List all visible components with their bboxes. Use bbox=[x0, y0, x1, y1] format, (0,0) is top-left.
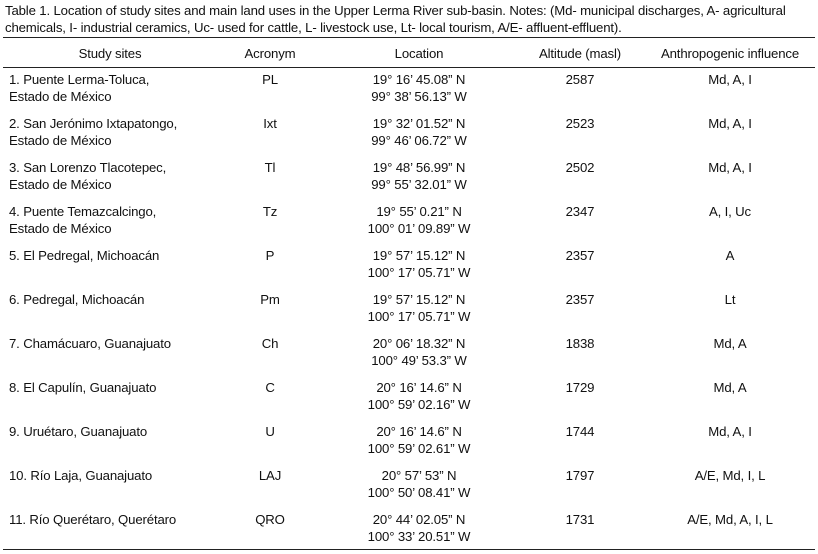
cell-altitude bbox=[515, 419, 645, 463]
cell-anthropogenic-influence-line: Md, A, I bbox=[708, 72, 752, 87]
cell-location bbox=[323, 331, 515, 375]
cell-location-line: 20° 16’ 14.6” N bbox=[376, 380, 462, 395]
cell-location-line: 100° 50’ 08.41” W bbox=[367, 485, 471, 500]
cell-altitude bbox=[515, 375, 645, 419]
cell-anthropogenic-influence-line: Md, A, I bbox=[708, 160, 752, 175]
cell-study-site-line: 4. Puente Temazcalcingo, bbox=[9, 204, 157, 219]
header-altitude: Altitude (masl) bbox=[538, 45, 622, 61]
cell-altitude bbox=[515, 199, 645, 243]
cell-altitude-line: 2523 bbox=[565, 116, 595, 131]
cell-acronym bbox=[217, 331, 323, 375]
cell-anthropogenic-influence-line: Md, A bbox=[713, 380, 747, 395]
cell-location bbox=[323, 111, 515, 155]
cell-acronym-line: Ch bbox=[261, 336, 279, 351]
cell-study-site-line: Estado de México bbox=[9, 221, 112, 236]
study-sites-table bbox=[3, 39, 815, 551]
cell-altitude bbox=[515, 463, 645, 507]
cell-acronym-line: PL bbox=[262, 72, 278, 87]
cell-study-site-line: 6. Pedregal, Michoacán bbox=[9, 292, 145, 307]
cell-study-site-line: 11. Río Querétaro, Querétaro bbox=[9, 512, 177, 527]
table-row bbox=[3, 507, 815, 551]
table-row bbox=[3, 463, 815, 507]
cell-location-line: 20° 16’ 14.6” N bbox=[376, 424, 462, 439]
cell-location-line: 100° 49’ 53.3” W bbox=[371, 353, 467, 368]
cell-study-site bbox=[3, 111, 217, 155]
cell-location bbox=[323, 243, 515, 287]
cell-altitude bbox=[515, 111, 645, 155]
header-acronym: Acronym bbox=[244, 45, 296, 61]
cell-study-site-line: 3. San Lorenzo Tlacotepec, bbox=[9, 160, 167, 175]
cell-acronym bbox=[217, 199, 323, 243]
top-rule bbox=[3, 37, 815, 38]
cell-location-line: 100° 33’ 20.51” W bbox=[367, 529, 471, 544]
cell-anthropogenic-influence bbox=[645, 331, 815, 375]
cell-altitude-line: 2502 bbox=[565, 160, 595, 175]
cell-altitude-line: 2357 bbox=[565, 292, 595, 307]
cell-study-site-line: Estado de México bbox=[9, 89, 112, 104]
table-caption: Table 1. Location of study sites and main land uses in the Upper Lerma River sub-basin. Notes: (Md- municipal discharges, A- agricultural chemicals, I- industrial ceramics, Uc- used for cattle, L- livestock use, Lt- local tourism, A/E- affluent-effluent). bbox=[5, 3, 786, 35]
cell-altitude-line: 2587 bbox=[565, 72, 595, 87]
cell-location-line: 19° 32’ 01.52” N bbox=[372, 116, 466, 131]
header-row bbox=[3, 39, 815, 67]
cell-acronym bbox=[217, 419, 323, 463]
table-row bbox=[3, 287, 815, 331]
cell-anthropogenic-influence bbox=[645, 243, 815, 287]
cell-acronym bbox=[217, 507, 323, 551]
cell-anthropogenic-influence-line: A, I, Uc bbox=[708, 204, 752, 219]
cell-location-line: 20° 44’ 02.05” N bbox=[372, 512, 466, 527]
cell-study-site bbox=[3, 67, 217, 111]
cell-location-line: 20° 57’ 53” N bbox=[381, 468, 457, 483]
cell-anthropogenic-influence bbox=[645, 111, 815, 155]
cell-study-site bbox=[3, 419, 217, 463]
cell-anthropogenic-influence bbox=[645, 463, 815, 507]
cell-study-site-line: 8. El Capulín, Guanajuato bbox=[9, 380, 157, 395]
table-row bbox=[3, 419, 815, 463]
cell-altitude bbox=[515, 155, 645, 199]
cell-study-site-line: 1. Puente Lerma-Toluca, bbox=[9, 72, 150, 87]
cell-altitude bbox=[515, 243, 645, 287]
cell-location-line: 100° 01’ 09.89” W bbox=[367, 221, 471, 236]
cell-acronym-line: Tz bbox=[262, 204, 278, 219]
cell-acronym-line: P bbox=[265, 248, 275, 263]
cell-study-site-line: 10. Río Laja, Guanajuato bbox=[9, 468, 153, 483]
cell-anthropogenic-influence bbox=[645, 419, 815, 463]
cell-study-site bbox=[3, 375, 217, 419]
cell-study-site bbox=[3, 199, 217, 243]
cell-location-line: 99° 55’ 32.01” W bbox=[371, 177, 467, 192]
cell-anthropogenic-influence bbox=[645, 507, 815, 551]
cell-location-line: 19° 55’ 0.21” N bbox=[376, 204, 462, 219]
table-row bbox=[3, 331, 815, 375]
cell-location-line: 99° 38’ 56.13” W bbox=[371, 89, 467, 104]
cell-study-site bbox=[3, 463, 217, 507]
cell-anthropogenic-influence bbox=[645, 287, 815, 331]
cell-location-line: 19° 57’ 15.12” N bbox=[372, 292, 466, 307]
cell-study-site bbox=[3, 287, 217, 331]
cell-study-site-line: Estado de México bbox=[9, 177, 112, 192]
cell-study-site-line: 5. El Pedregal, Michoacán bbox=[9, 248, 160, 263]
cell-location bbox=[323, 155, 515, 199]
cell-acronym-line: U bbox=[265, 424, 275, 439]
cell-location-line: 100° 59’ 02.61” W bbox=[367, 441, 471, 456]
cell-altitude-line: 1797 bbox=[565, 468, 595, 483]
cell-location bbox=[323, 463, 515, 507]
cell-anthropogenic-influence-line: Md, A, I bbox=[708, 424, 752, 439]
cell-altitude bbox=[515, 331, 645, 375]
cell-location bbox=[323, 199, 515, 243]
cell-acronym bbox=[217, 287, 323, 331]
table-row bbox=[3, 155, 815, 199]
cell-anthropogenic-influence-line: Lt bbox=[724, 292, 736, 307]
cell-anthropogenic-influence-line: Md, A, I bbox=[708, 116, 752, 131]
cell-altitude-line: 2357 bbox=[565, 248, 595, 263]
cell-anthropogenic-influence bbox=[645, 199, 815, 243]
cell-location bbox=[323, 67, 515, 111]
cell-acronym bbox=[217, 111, 323, 155]
cell-location bbox=[323, 287, 515, 331]
table-row bbox=[3, 111, 815, 155]
cell-acronym-line: C bbox=[265, 380, 275, 395]
cell-acronym bbox=[217, 155, 323, 199]
cell-location-line: 99° 46’ 06.72” W bbox=[371, 133, 467, 148]
table-row bbox=[3, 67, 815, 111]
cell-altitude-line: 2347 bbox=[565, 204, 595, 219]
cell-study-site bbox=[3, 507, 217, 551]
cell-anthropogenic-influence bbox=[645, 155, 815, 199]
cell-study-site bbox=[3, 155, 217, 199]
cell-anthropogenic-influence-line: A bbox=[725, 248, 735, 263]
cell-altitude bbox=[515, 67, 645, 111]
cell-location bbox=[323, 419, 515, 463]
cell-location-line: 19° 48’ 56.99” N bbox=[372, 160, 466, 175]
cell-location bbox=[323, 507, 515, 551]
cell-location bbox=[323, 375, 515, 419]
header-study-sites: Study sites bbox=[78, 45, 142, 61]
cell-study-site-line: 2. San Jerónimo Ixtapatongo, bbox=[9, 116, 178, 131]
cell-study-site-line: 9. Uruétaro, Guanajuato bbox=[9, 424, 148, 439]
table-body bbox=[3, 67, 815, 551]
cell-anthropogenic-influence bbox=[645, 375, 815, 419]
cell-acronym-line: Tl bbox=[264, 160, 276, 175]
cell-study-site-line: Estado de México bbox=[9, 133, 112, 148]
cell-altitude-line: 1838 bbox=[565, 336, 595, 351]
table-row bbox=[3, 199, 815, 243]
cell-acronym bbox=[217, 67, 323, 111]
cell-altitude bbox=[515, 507, 645, 551]
header-anthropogenic-influence: Anthropogenic influence bbox=[660, 45, 800, 61]
cell-altitude-line: 1731 bbox=[565, 512, 595, 527]
table-row bbox=[3, 243, 815, 287]
cell-location-line: 100° 17’ 05.71” W bbox=[367, 265, 471, 280]
cell-acronym-line: Ixt bbox=[263, 116, 277, 131]
cell-location-line: 100° 17’ 05.71” W bbox=[367, 309, 471, 324]
cell-location-line: 19° 16’ 45.08” N bbox=[372, 72, 466, 87]
cell-location-line: 19° 57’ 15.12” N bbox=[372, 248, 466, 263]
cell-altitude bbox=[515, 287, 645, 331]
cell-anthropogenic-influence-line: A/E, Md, A, I, L bbox=[687, 512, 773, 527]
cell-acronym-line: Pm bbox=[260, 292, 280, 307]
cell-acronym bbox=[217, 243, 323, 287]
cell-anthropogenic-influence-line: A/E, Md, I, L bbox=[694, 468, 766, 483]
cell-location-line: 20° 06’ 18.32” N bbox=[372, 336, 466, 351]
cell-anthropogenic-influence-line: Md, A bbox=[713, 336, 747, 351]
cell-study-site bbox=[3, 331, 217, 375]
cell-altitude-line: 1729 bbox=[565, 380, 595, 395]
cell-acronym-line: QRO bbox=[255, 512, 285, 527]
cell-acronym bbox=[217, 463, 323, 507]
cell-location-line: 100° 59’ 02.16” W bbox=[367, 397, 471, 412]
cell-acronym bbox=[217, 375, 323, 419]
cell-acronym-line: LAJ bbox=[258, 468, 282, 483]
table-row bbox=[3, 375, 815, 419]
cell-study-site-line: 7. Chamácuaro, Guanajuato bbox=[9, 336, 171, 351]
header-location: Location bbox=[394, 45, 444, 61]
cell-altitude-line: 1744 bbox=[565, 424, 595, 439]
cell-anthropogenic-influence bbox=[645, 67, 815, 111]
cell-study-site bbox=[3, 243, 217, 287]
